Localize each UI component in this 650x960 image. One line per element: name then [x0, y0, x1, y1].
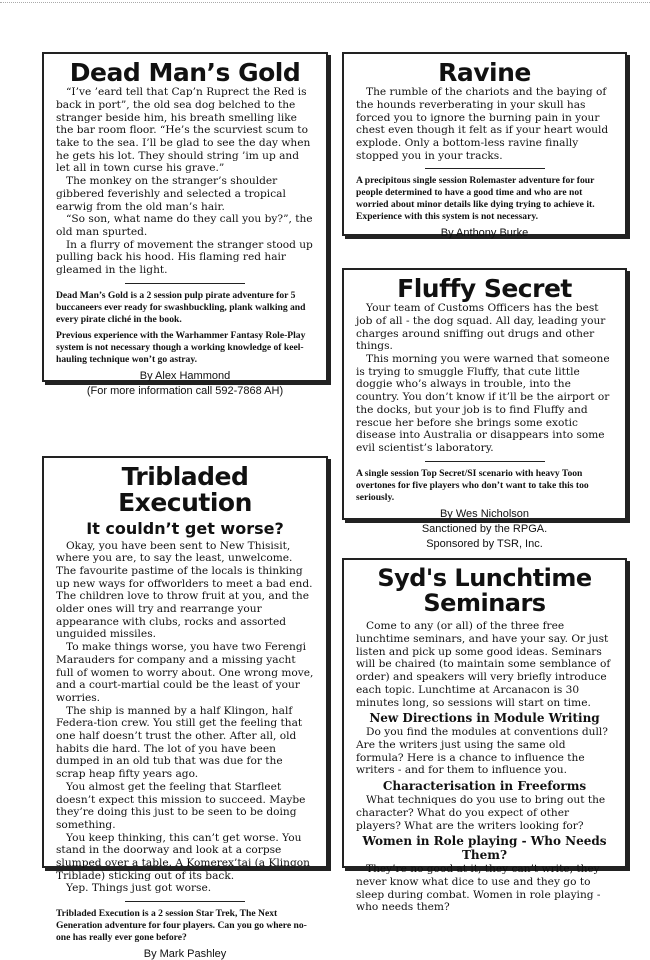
divider [425, 168, 545, 169]
module-blurb: Tribladed Execution is a 2 session Star Trek, The Next Generation adventure for four players. Can you go where no-one has really ever gone before? [56, 908, 307, 944]
paragraph: Your team of Customs Officers has the best job of all - the dog squad. All day, leading your charges around sniffing out drugs and other things. [356, 302, 606, 353]
sponsor-line: Sponsored by TSR, Inc. [426, 537, 543, 550]
tribladed-execution-box [42, 456, 328, 960]
seminars-body [356, 620, 613, 914]
fluffy-secret-story [356, 302, 613, 454]
contact-info: (For more information call 592-7868 AH) [86, 384, 284, 397]
dead-mans-gold-story [56, 86, 314, 277]
author-credit: By Mark Pashley [143, 948, 227, 960]
seminar-description: They’re no good at it, they can’t write, they never know what dice to use and they go to sleep during combat. Women in role playing - who needs them? [356, 863, 601, 914]
paragraph: Come to any (or all) of the three free lunchtime seminars, and have your say. Or just listen and pick up some good ideas. Seminars will be chaired (to maintain some semblance of order) and speakers will very briefly introduce each topic. Lunchtime at Arcanacon is 30 minutes long, so sessions will start on time. [356, 620, 611, 709]
paragraph: You almost get the feeling that Starfleet doesn’t expect this mission to succeed. Maybe they’re doing this just to be seen to be doing something. [56, 780, 306, 831]
paragraph: “So son, what name do they call you by?”, the old man spurted. [56, 213, 313, 238]
ravine-title: Ravine [438, 58, 531, 87]
paragraph: The rumble of the chariots and the baying of the hounds reverberating in your skull has forced you to ignore the burning pain in your chest even though it felt as if your heart would explode. Only a bottom-less ravine finally stopped you in your tracks. [356, 86, 609, 162]
seminar-description: Do you find the modules at conventions dull? Are the writers just using the same old formula? Here is a chance to influence the writers - and for them to influence you. [356, 726, 608, 777]
paragraph: Yep. Things just got worse. [66, 882, 212, 895]
tribladed-execution-story [56, 540, 314, 896]
dead-mans-gold-box [42, 52, 328, 397]
divider [125, 901, 245, 902]
tribladed-execution-title: Tribladed Execution [118, 462, 252, 518]
paragraph: To make things worse, you have two Ferengi Marauders for company and a missing yacht full of women to worry about. One wrong move, and a court-martial could be the least of your worries. [56, 641, 314, 704]
module-blurb: A single session Top Secret/SI scenario with heavy Toon overtones for five players who don’t want to take this too seriously. [356, 467, 589, 503]
seminar-heading: New Directions in Module Writing [369, 711, 600, 726]
paragraph: Okay, you have been sent to New Thisisit, where you are, to say the least, unwelcome. The favourite pastime of the locals is thinking up new ways for offworlders to meet a bad end. The children love to throw fruit at you, and the older ones will try and rearrange your appearance with clubs, rocks and assorted unguided missiles. [56, 539, 313, 641]
fluffy-secret-box [342, 268, 627, 550]
module-blurb: A precipitous single session Rolemaster adventure for four people determined to have a good time and who are not worried about minor details like dying trying to achieve it. Experience with this system is not necessary. [356, 175, 595, 223]
seminars-title-line1: Syd's Lunchtime [377, 564, 592, 592]
paragraph: In a flurry of movement the stranger stood up pulling back his hood. His flaming red hair gleamed in the light. [56, 238, 313, 277]
ravine-story [356, 86, 613, 162]
seminar-heading: Women in Role playing - Who Needs Them? [362, 834, 607, 863]
module-blurb: Dead Man’s Gold is a 2 session pulp pirate adventure for 5 buccaneers ever ready for swashbuckling, plank walking and every pirate cliché in the book. [56, 289, 306, 325]
divider [125, 283, 245, 284]
ravine-box [342, 52, 627, 240]
fluffy-secret-title: Fluffy Secret [397, 274, 572, 303]
top-edge-rule [0, 2, 650, 3]
paragraph: The ship is manned by a half Klingon, half Federa-tion crew. You still get the feeling that one half doesn’t trust the other. After all, old habits die hard. The lot of you have been dumped in an old tub that was due for the scrap heap fifty years ago. [56, 704, 303, 781]
sanction-line: Sanctioned by the RPGA. [421, 522, 548, 535]
seminar-heading: Characterisation in Freeforms [382, 779, 587, 794]
author-credit: By Alex Hammond [139, 369, 231, 382]
paragraph: “I’ve ’eard tell that Cap’n Ruprect the Red is back in port”, the old sea dog belched to the stranger beside him, his breath smelling like the bar room floor. “He’s the scurviest scum to take to the sea. I’ll be glad to see the day when he gets his lot. They should string ’im up and let all in town curse his grave.” [56, 86, 311, 175]
module-blurb: Previous experience with the Warhammer Fantasy Role-Play system is not necessary though a working knowledge of keel-hauling technique won’t go astray. [56, 329, 306, 365]
dead-mans-gold-title: Dead Man’s Gold [69, 58, 301, 87]
author-credit: By Anthony Burke [440, 227, 529, 240]
tribladed-execution-subtitle: It couldn’t get worse? [86, 518, 284, 538]
author-credit: By Wes Nicholson [439, 507, 530, 520]
lunchtime-seminars-box [342, 558, 627, 914]
seminars-title-line2: Seminars [423, 589, 546, 618]
paragraph: This morning you were warned that someone is trying to smuggle Fluffy, that cute little doggie who’s always in trouble, into the country. You don’t know if it’ll be the airport or the docks, but your job is to find Fluffy and rescue her before she brings some exotic disease into Australia or disappears into some evil scientist’s laboratory. [356, 353, 610, 454]
seminar-description: What techniques do you use to bring out the character? What do you expect of other players? What are the writers looking for? [356, 794, 606, 832]
paragraph: The monkey on the stranger’s shoulder gibbered feverishly and selected a tropical earwig from the old man’s hair. [56, 175, 286, 213]
divider [425, 461, 545, 462]
paragraph: You keep thinking, this can’t get worse. You stand in the doorway and look at a corpse slumped over a table. A Komerex’taj (a Klingon Triblade) sticking out of its back. [56, 831, 310, 882]
